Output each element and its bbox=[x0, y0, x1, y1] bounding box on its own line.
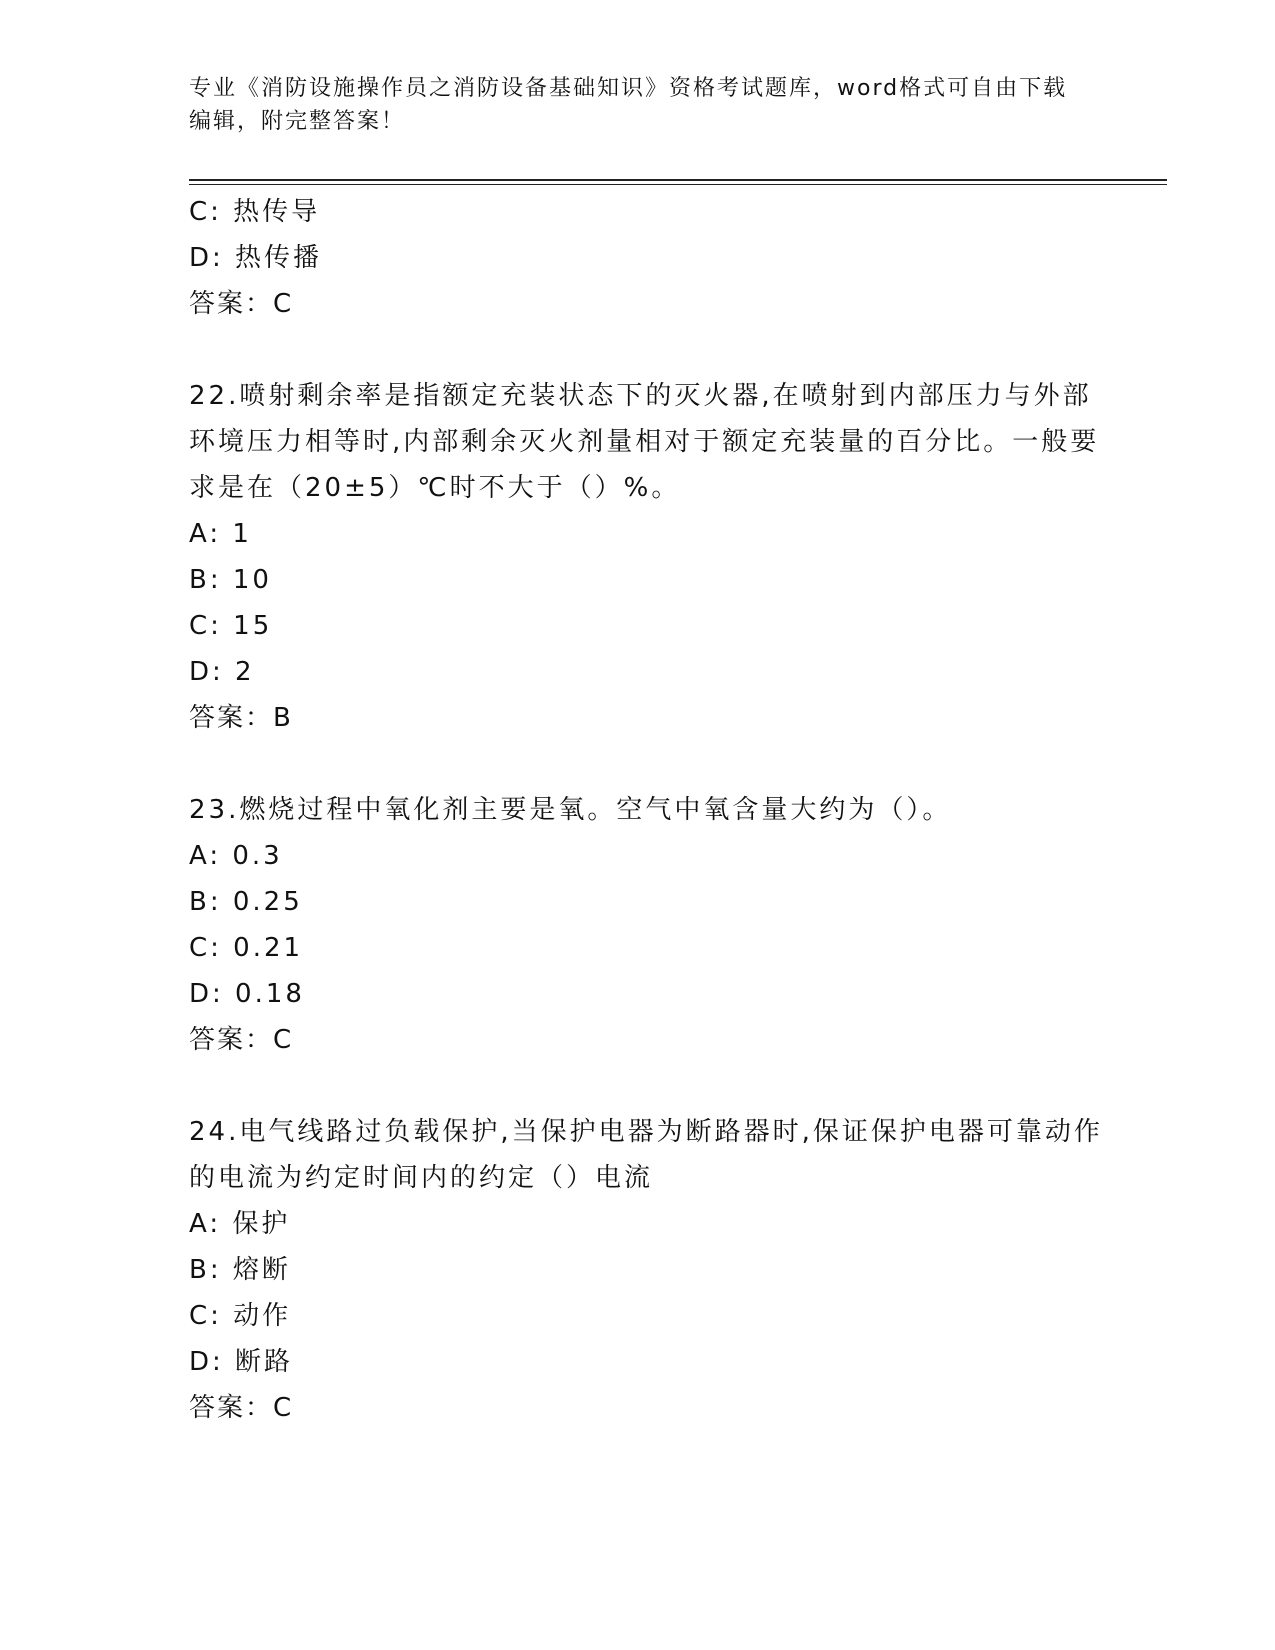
header-divider-thick bbox=[189, 179, 1167, 181]
question-text: 23.燃烧过程中氧化剂主要是氧。空气中氧含量大约为（）。 bbox=[189, 795, 952, 825]
option-c: C: 热传导 bbox=[189, 197, 321, 227]
answer-line: 答案：C bbox=[189, 1393, 294, 1423]
option-c: C: 15 bbox=[189, 611, 273, 641]
question-text: 24.电气线路过负载保护,当保护电器为断路器时,保证保护电器可靠动作的电流为约定时间内的约定（）电流 bbox=[189, 1117, 1103, 1193]
option-a: A: 0.3 bbox=[189, 841, 283, 871]
option-a: A: 保护 bbox=[189, 1209, 291, 1239]
spacer bbox=[189, 1063, 1109, 1109]
question-22 bbox=[189, 373, 1109, 741]
question-list bbox=[189, 189, 1109, 1431]
option-a: A: 1 bbox=[189, 519, 252, 549]
option-c: C: 动作 bbox=[189, 1301, 292, 1331]
option-b: B: 10 bbox=[189, 565, 272, 595]
header-divider-thin bbox=[189, 184, 1167, 185]
answer-line: 答案：C bbox=[189, 289, 294, 319]
option-d: D: 0.18 bbox=[189, 979, 305, 1009]
question-text: 22.喷射剩余率是指额定充装状态下的灭火器,在喷射到内部压力与外部环境压力相等时,内部剩余灭火剂量相对于额定充装量的百分比。一般要求是在（20±5）℃时不大于（）%。 bbox=[189, 381, 1100, 503]
document-header: 专业《消防设施操作员之消防设备基础知识》资格考试题库，word格式可自由下载编辑，附完整答案！ bbox=[189, 76, 1068, 134]
option-b: B: 熔断 bbox=[189, 1255, 291, 1285]
answer-line: 答案：B bbox=[189, 703, 293, 733]
question-23 bbox=[189, 787, 1109, 1063]
spacer bbox=[189, 327, 1109, 373]
question-24 bbox=[189, 1109, 1109, 1431]
spacer bbox=[189, 741, 1109, 787]
option-d: D: 2 bbox=[189, 657, 255, 687]
option-d: D: 断路 bbox=[189, 1347, 294, 1377]
option-c: C: 0.21 bbox=[189, 933, 304, 963]
previous-question-tail bbox=[189, 189, 1109, 327]
option-b: B: 0.25 bbox=[189, 887, 303, 917]
option-d: D: 热传播 bbox=[189, 243, 323, 273]
answer-line: 答案：C bbox=[189, 1025, 294, 1055]
